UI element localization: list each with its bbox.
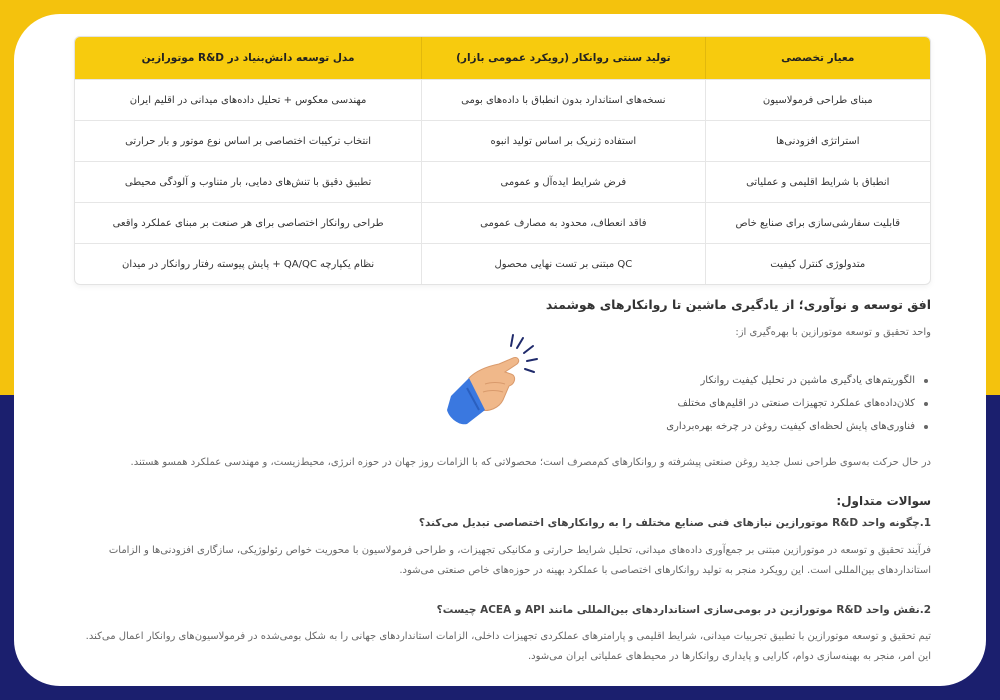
cell-criterion: استراتژی افزودنی‌ها: [705, 121, 930, 161]
table-row: [75, 202, 930, 243]
cell-criterion: انطباق با شرایط اقلیمی و عملیاتی: [705, 162, 930, 202]
table-row: [75, 79, 930, 120]
table-row: [75, 243, 930, 284]
content-card: [14, 14, 986, 686]
cell-rnd: نظام یکپارچه QA/QC + پایش پیوسته رفتار روانکار در میدان: [122, 258, 375, 270]
cell-traditional: نسخه‌های استاندارد بدون انطباق با داده‌های بومی: [421, 80, 704, 120]
faq-answer: تیم تحقیق و توسعه موتورازین با تطبیق تجربیات میدانی، شرایط اقلیمی و پارامترهای عملکردی تجهیزات داخلی، الزامات استانداردهای جهانی را به شکل بومی‌شده در فرمولاسیون‌های روانکار اعمال می‌کند. این امر، منجر به بهینه‌سازی دوام، کارایی و پایداری روانکارها در محیط‌های عملیاتی ایران می‌شود.: [85, 631, 931, 662]
pointing-hand-icon: [429, 326, 539, 426]
faq-answer: فرآیند تحقیق و توسعه در موتورازین مبتنی بر جمع‌آوری داده‌های میدانی، تحلیل شرایط حرارتی و مکانیکی تجهیزات، و طراحی فرمولاسیون با محوریت خواص رئولوژیکی، سازگاری افزودنی‌ها و الزامات استانداردهای بین‌المللی است. این رویکرد منجر به تولید روانکارهای اختصاصی با عملکرد بهینه در حوزه‌های خاص صنعتی می‌شود.: [108, 545, 931, 576]
header-rnd: مدل توسعه دانش‌بنیاد در R&D موتورازین: [141, 52, 355, 64]
cell-traditional: فرض شرایط ایده‌آل و عمومی: [421, 162, 704, 202]
cell-rnd: مهندسی معکوس + تحلیل داده‌های میدانی در اقلیم ایران: [129, 94, 367, 106]
cell-rnd: انتخاب ترکیبات اختصاصی بر اساس نوع موتور و بار حرارتی: [125, 135, 372, 147]
cell-rnd: طراحی روانکار اختصاصی برای هر صنعت بر مبنای عملکرد واقعی: [112, 217, 384, 229]
cell-traditional: استفاده ژنریک بر اساس تولید انبوه: [421, 121, 704, 161]
cell-criterion: قابلیت سفارشی‌سازی برای صنایع خاص: [705, 203, 930, 243]
cell-criterion: مبنای طراحی فرمولاسیون: [705, 80, 930, 120]
comparison-table: [74, 36, 931, 285]
list-item: کلان‌داده‌های عملکرد تجهیزات صنعتی در اقلیم‌های مختلف: [666, 392, 931, 415]
cell-traditional: QC مبتنی بر تست نهایی محصول: [421, 244, 704, 284]
section-intro: واحد تحقیق و توسعه موتورازین با بهره‌گیری از:: [735, 327, 931, 338]
cell-criterion: متدولوژی کنترل کیفیت: [705, 244, 930, 284]
list-item: فناوری‌های پایش لحظه‌ای کیفیت روغن در چرخه بهره‌برداری: [666, 415, 931, 438]
faq-title: سوالات متداول:: [836, 494, 931, 508]
faq-question[interactable]: 1.چگونه واحد R&D موتورازین نیازهای فنی صنایع مختلف را به روانکارهای اختصاصی تبدیل می‌کند؟: [418, 517, 931, 529]
table-row: [75, 120, 930, 161]
list-item: الگوریتم‌های یادگیری ماشین در تحلیل کیفیت روانکار: [666, 369, 931, 392]
cell-traditional: فاقد انعطاف، محدود به مصارف عمومی: [421, 203, 704, 243]
section-paragraph: در حال حرکت به‌سوی طراحی نسل جدید روغن صنعتی پیشرفته و روانکارهای کم‌مصرف است؛ محصولاتی که با الزامات روز جهان در حوزه انرژی، محیط‌زیست، و مهندسی عملکرد همسو هستند.: [130, 457, 931, 468]
cell-rnd: تطبیق دقیق با تنش‌های دمایی، بار متناوب و آلودگی محیطی: [124, 176, 372, 188]
table-header-row: [75, 37, 930, 79]
feature-list: [666, 369, 931, 438]
table-row: [75, 161, 930, 202]
faq-question[interactable]: 2.نقش واحد R&D موتورازین در بومی‌سازی استانداردهای بین‌المللی مانند API و ACEA چیست؟: [436, 604, 931, 616]
header-traditional: تولید سنتی روانکار (رویکرد عمومی بازار): [421, 37, 704, 79]
header-criterion: معیار تخصصی: [705, 37, 930, 79]
section-title: افق توسعه و نوآوری؛ از یادگیری ماشین تا روانکارهای هوشمند: [545, 297, 931, 312]
